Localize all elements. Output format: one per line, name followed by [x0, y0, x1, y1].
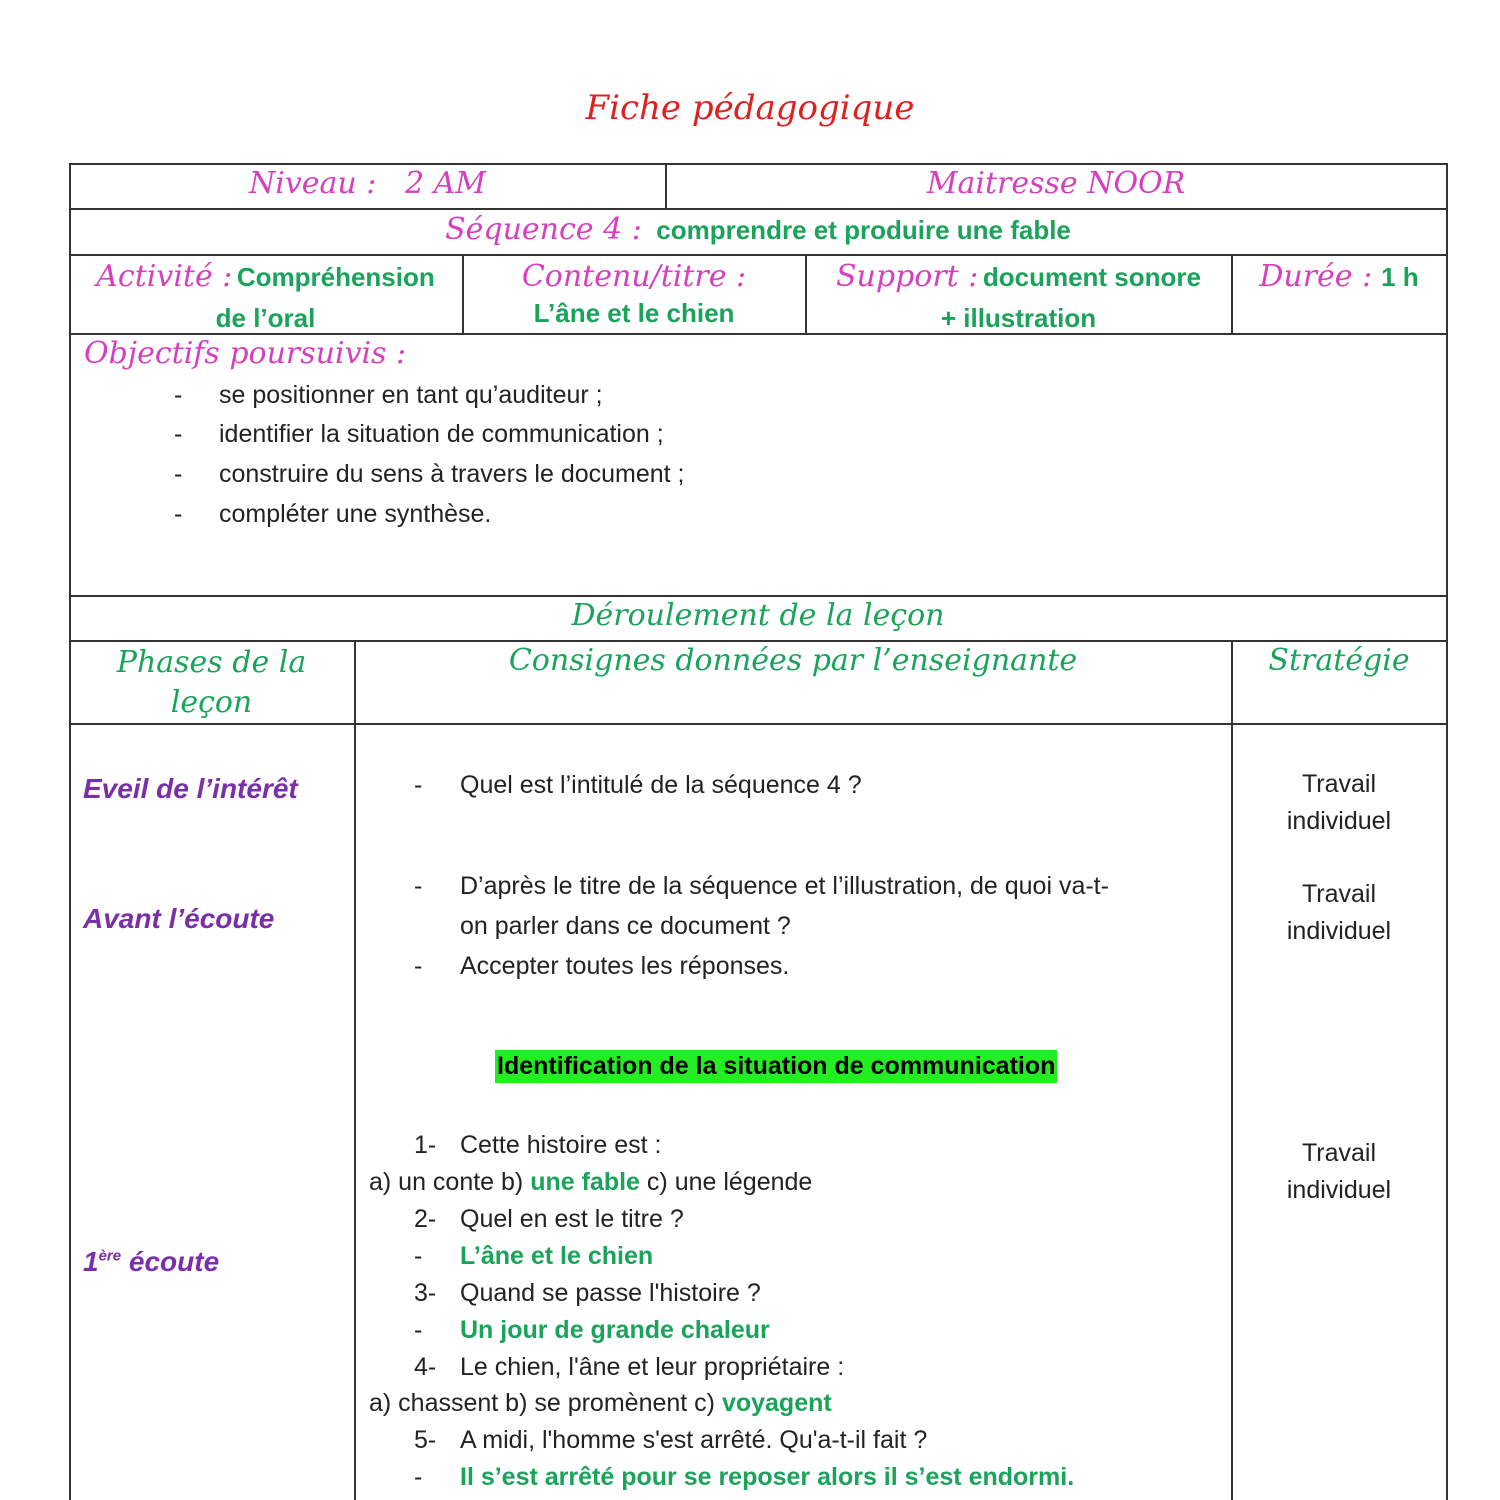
col-header-strategie: Stratégie	[1268, 643, 1410, 678]
options-4: a) chassent b) se promènent c) voyagent	[369, 1389, 832, 1417]
options-1: a) un conte b) une fable c) une légende	[369, 1168, 813, 1196]
phase-eveil: Eveil de l’intérêt	[83, 773, 298, 804]
sequence-cell: Séquence 4 : comprendre et produire une fable	[445, 212, 1071, 247]
question-3: Quand se passe l'histoire ?	[460, 1279, 761, 1307]
list-item: compléter une synthèse.	[219, 500, 492, 528]
niveau-cell: Niveau : 2 AM	[248, 166, 487, 201]
duree-cell: Durée : 1 h	[1259, 259, 1419, 294]
phase-premiere-ecoute: 1ère écoute	[83, 1246, 220, 1277]
answer-3: Un jour de grande chaleur	[460, 1316, 770, 1344]
objectives-label: Objectifs poursuivis :	[84, 336, 407, 371]
strategie-ecoute: Travail individuel	[1286, 1139, 1392, 1204]
support-cell: Support : document sonore + illustration	[836, 259, 1201, 333]
question-2: Quel en est le titre ?	[460, 1205, 684, 1233]
question-4: Le chien, l'âne et leur propriétaire :	[460, 1353, 845, 1381]
question-eveil: Quel est l’intitulé de la séquence 4 ?	[460, 771, 862, 799]
col-header-phases: Phases de la leçon	[116, 645, 307, 720]
deroulement-title: Déroulement de la leçon	[571, 598, 945, 633]
note-avant: Accepter toutes les réponses.	[460, 952, 790, 980]
answer-5: Il s’est arrêté pour se reposer alors il s’est endormi.	[460, 1463, 1075, 1491]
question-avant-1: D’après le titre de la séquence et l’illustration, de quoi va-t-	[460, 872, 1109, 900]
question-1: Cette histoire est :	[460, 1131, 662, 1159]
teacher-name: Maitresse NOOR	[926, 166, 1186, 201]
strategie-eveil: Travail individuel	[1286, 770, 1392, 835]
contenu-cell: Contenu/titre : L’âne et le chien	[521, 259, 747, 328]
strategie-avant: Travail individuel	[1286, 880, 1392, 945]
list-item: se positionner en tant qu’auditeur ;	[219, 381, 603, 409]
phase-avant-ecoute: Avant l’écoute	[83, 903, 275, 934]
list-item: identifier la situation de communication ;	[219, 420, 664, 448]
identification-heading: Identification de la situation de communication	[495, 1050, 1057, 1083]
activite-cell: Activité : Compréhension de l’oral	[96, 259, 435, 333]
question-avant-2: on parler dans ce document ?	[460, 912, 791, 940]
answer-2: L’âne et le chien	[460, 1242, 654, 1270]
list-item: construire du sens à travers le document ;	[219, 460, 685, 488]
page-title: Fiche pédagogique	[585, 88, 915, 128]
col-header-consignes: Consignes données par l’enseignante	[508, 643, 1078, 678]
question-5: A midi, l'homme s'est arrêté. Qu'a-t-il fait ?	[460, 1426, 928, 1454]
